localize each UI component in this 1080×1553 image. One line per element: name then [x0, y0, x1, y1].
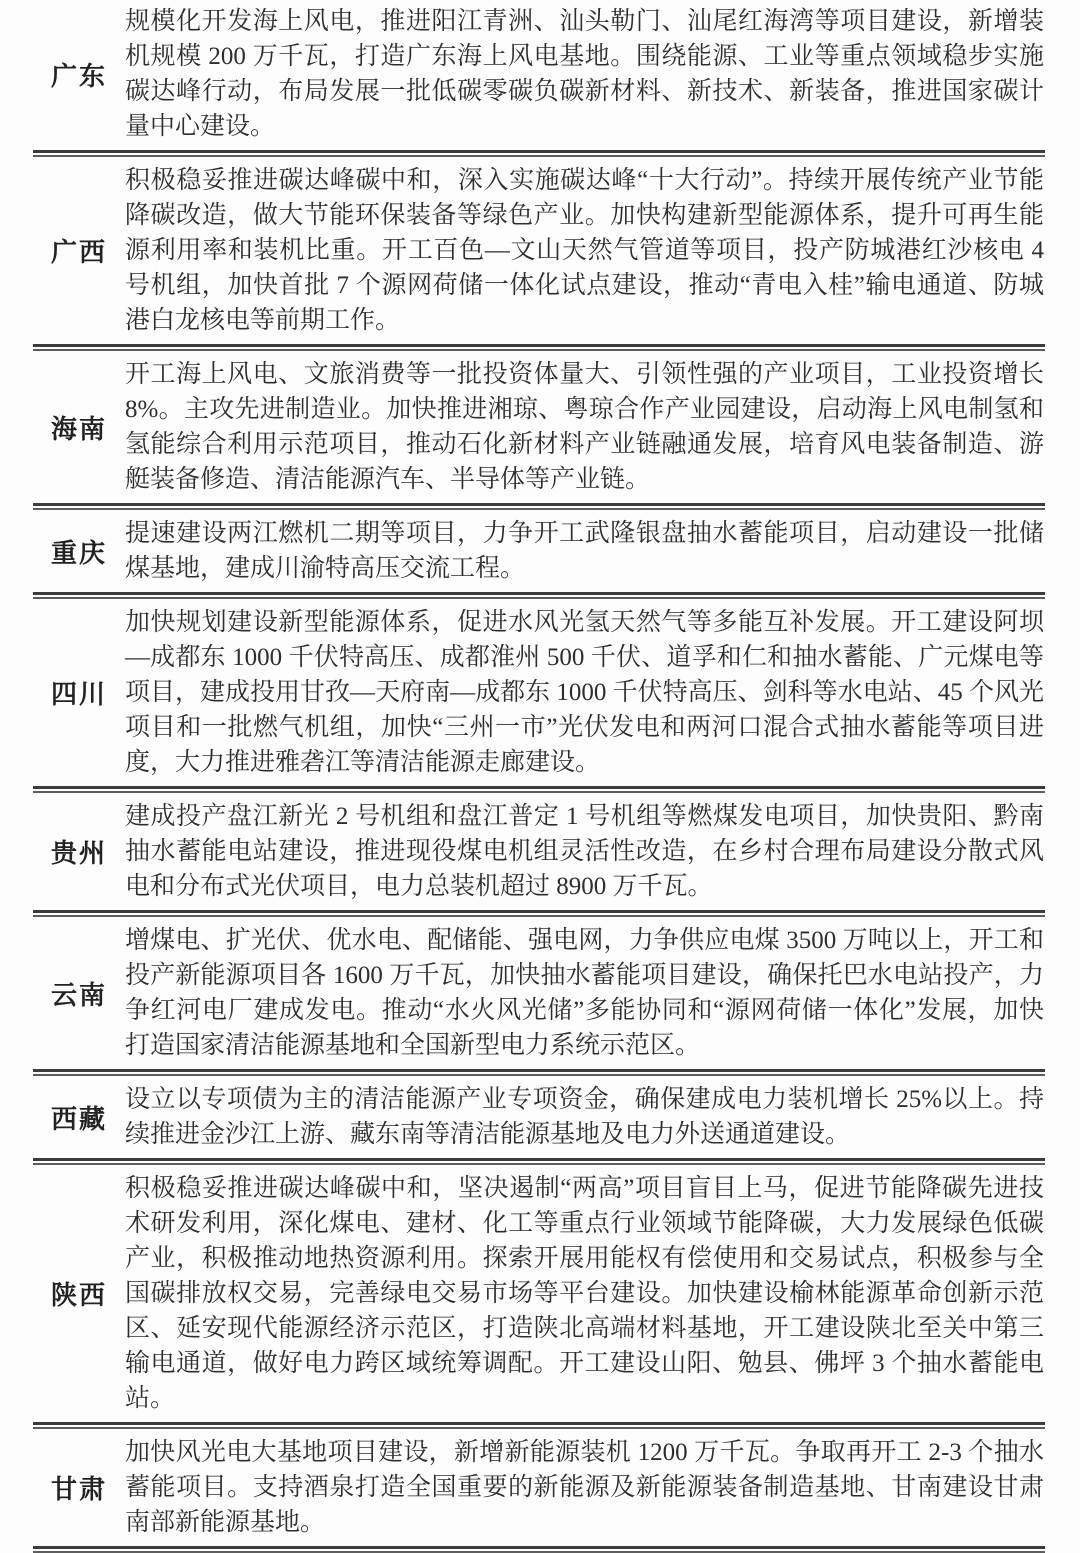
table-row	[0, 351, 1080, 503]
row-divider	[33, 1422, 1045, 1429]
province-measures-text: 设立以专项债为主的清洁能源产业专项资金，确保建成电力装机增长 25%以上。持续推进金沙江上游、藏东南等清洁能源基地及电力外送通道建设。	[125, 1086, 1044, 1148]
province-label: 广西	[50, 238, 107, 267]
table-row	[0, 510, 1080, 592]
province-label: 四川	[50, 680, 107, 709]
province-measures-text: 开工海上风电、文旅消费等一批投资体量大、引领性强的产业项目，工业投资增长 8%。主攻先进制造业。加快推进湘琼、粤琼合作产业园建设，启动海上风电制氢和氢能综合利用示范项目，推动石化新材料产业链融通发展，培育风电装备制造、游艇装备修造、清洁能源汽车、半导体等产业链。	[125, 361, 1044, 493]
table-row	[0, 157, 1080, 344]
row-divider	[33, 1069, 1045, 1076]
table-row	[0, 1429, 1080, 1546]
row-divider	[33, 592, 1045, 599]
province-measures-text: 积极稳妥推进碳达峰碳中和，深入实施碳达峰“十大行动”。持续开展传统产业节能降碳改造，做大节能环保装备等绿色产业。加快构建新型能源体系，提升可再生能源利用率和装机比重。开工百色—文山天然气管道等项目，投产防城港红沙核电 4 号机组，加快首批 7 个源网荷储一体化试点建设，推动“青电入桂”输电通道、防城港白龙核电等前期工作。	[125, 167, 1044, 334]
table-row	[0, 1076, 1080, 1158]
row-divider	[33, 1158, 1045, 1165]
province-measures-text: 加快规划建设新型能源体系，促进水风光氢天然气等多能互补发展。开工建设阿坝—成都东 1000 千伏特高压、成都淮州 500 千伏、道孚和仁和抽水蓄能、广元煤电等项目，建成投用甘孜—天府南—成都东 1000 千伏特高压、剑科等水电站、45 个风光项目和一批燃气机组，加快“三州一市”光伏发电和两河口混合式抽水蓄能等项目进度，大力推进雅砻江等清洁能源走廊建设。	[125, 609, 1044, 776]
province-label: 海南	[50, 414, 107, 444]
province-label: 甘肃	[50, 1475, 107, 1504]
province-label: 西藏	[50, 1104, 107, 1134]
table-row	[0, 0, 1080, 150]
row-divider	[33, 1546, 1045, 1553]
row-divider	[33, 786, 1045, 793]
table-row	[0, 917, 1080, 1069]
province-measures-text: 建成投产盘江新光 2 号机组和盘江普定 1 号机组等燃煤发电项目，加快贵阳、黔南抽水蓄能电站建设，推进现役煤电机组灵活性改造，在乡村合理布局建设分散式风电和分布式光伏项目，电力总装机超过 8900 万千瓦。	[125, 803, 1044, 900]
province-label: 广东	[50, 61, 107, 91]
province-label: 云南	[50, 980, 107, 1010]
row-divider	[33, 344, 1045, 351]
table-row	[0, 793, 1080, 910]
province-measures-text: 积极稳妥推进碳达峰碳中和，坚决遏制“两高”项目盲目上马，促进节能降碳先进技术研发利用，深化煤电、建材、化工等重点行业领域节能降碳，大力发展绿色低碳产业，积极推动地热资源利用。探索开展用能权有偿使用和交易试点，积极参与全国碳排放权交易，完善绿电交易市场等平台建设。加快建设榆林能源革命创新示范区、延安现代能源经济示范区，打造陕北高端材料基地，开工建设陕北至关中第三输电通道，做好电力跨区域统筹调配。开工建设山阳、勉县、佛坪 3 个抽水蓄能电站。	[125, 1175, 1044, 1412]
table-row	[0, 599, 1080, 786]
row-divider	[33, 910, 1045, 917]
table-row	[0, 1165, 1080, 1422]
province-measures-text: 加快风光电大基地项目建设，新增新能源装机 1200 万千瓦。争取再开工 2-3 个抽水蓄能项目。支持酒泉打造全国重要的新能源及新能源装备制造基地、甘南建设甘肃南部新能源基地。	[125, 1439, 1044, 1536]
province-label: 贵州	[50, 839, 107, 868]
province-measures-text: 规模化开发海上风电，推进阳江青洲、汕头勒门、汕尾红海湾等项目建设，新增装机规模 200 万千瓦，打造广东海上风电基地。围绕能源、工业等重点领域稳步实施碳达峰行动，布局发展一批低碳零碳负碳新材料、新技术、新装备，推进国家碳计量中心建设。	[125, 8, 1044, 140]
row-divider	[33, 503, 1045, 510]
province-label: 重庆	[50, 538, 107, 568]
province-measures-text: 提速建设两江燃机二期等项目，力争开工武隆银盘抽水蓄能项目，启动建设一批储煤基地，建成川渝特高压交流工程。	[125, 520, 1044, 582]
province-measures-text: 增煤电、扩光伏、优水电、配储能、强电网，力争供应电煤 3500 万吨以上，开工和投产新能源项目各 1600 万千瓦，加快抽水蓄能项目建设，确保托巴水电站投产，力争红河电厂建成发电。推动“水火风光储”多能协同和“源网荷储一体化”发展，加快打造国家清洁能源基地和全国新型电力系统示范区。	[125, 927, 1044, 1059]
row-divider	[33, 150, 1045, 157]
province-label: 陕西	[50, 1281, 107, 1310]
